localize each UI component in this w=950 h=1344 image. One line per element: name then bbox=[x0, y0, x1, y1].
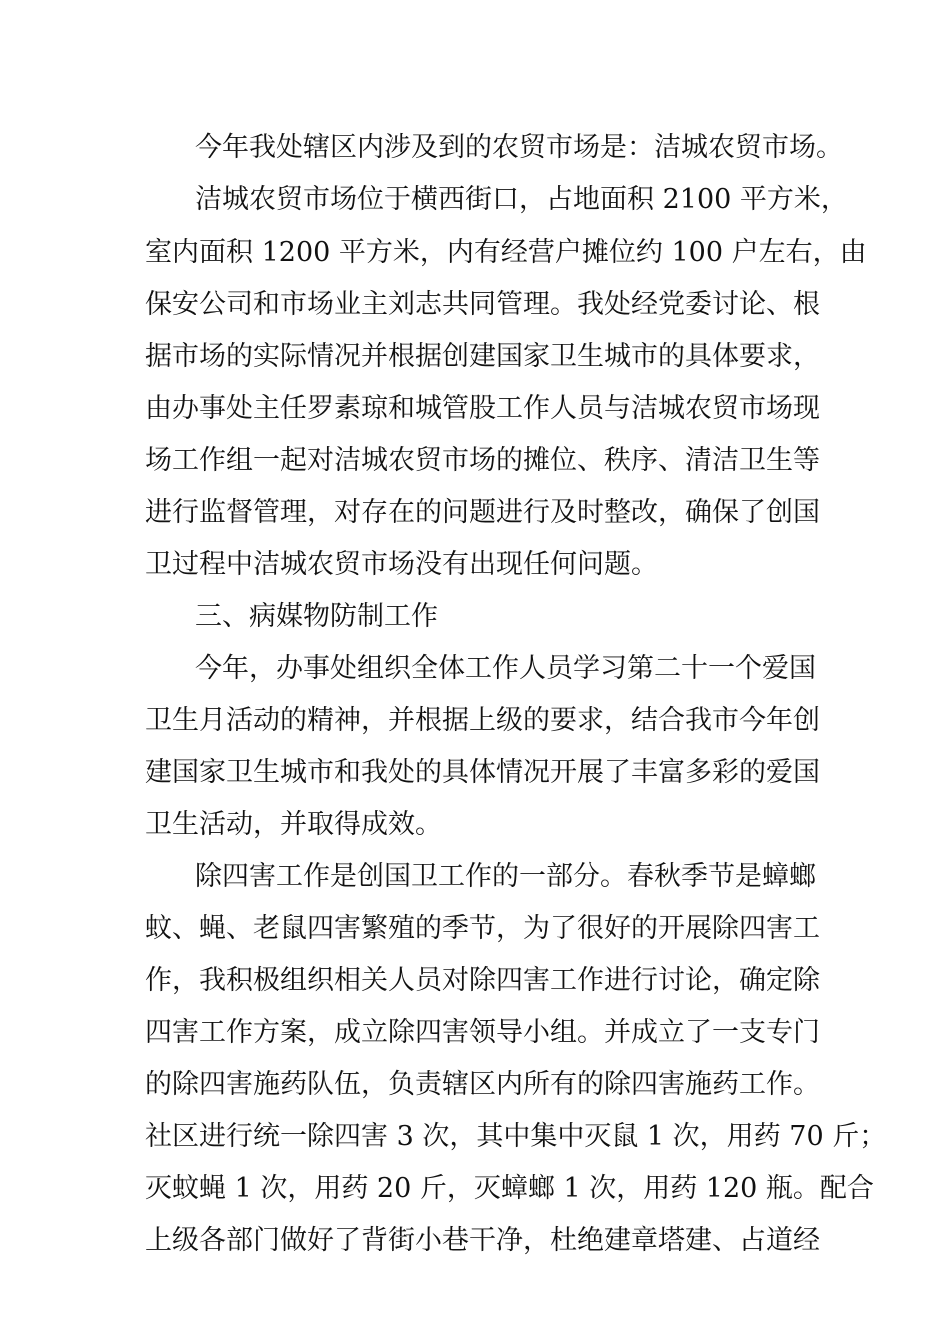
paragraph-line: 上级各部门做好了背街小巷干净，杜绝建章塔建、占道经 bbox=[145, 1225, 820, 1256]
paragraph-line: 除四害工作是创国卫工作的一部分。春秋季节是蟑螂 bbox=[195, 861, 816, 892]
paragraph-line: 建国家卫生城市和我处的具体情况开展了丰富多彩的爱国 bbox=[145, 757, 820, 788]
paragraph-line: 卫生活动，并取得成效。 bbox=[145, 809, 442, 840]
paragraph-line: 作，我积极组织相关人员对除四害工作进行讨论，确定除 bbox=[145, 965, 820, 996]
paragraph-line: 室内面积 1200 平方米，内有经营户摊位约 100 户左右，由 bbox=[145, 237, 867, 268]
paragraph-line: 蚊、蝇、老鼠四害繁殖的季节，为了很好的开展除四害工 bbox=[145, 913, 820, 944]
paragraph-line: 卫过程中洁城农贸市场没有出现任何问题。 bbox=[145, 549, 658, 580]
paragraph-line: 由办事处主任罗素琼和城管股工作人员与洁城农贸市场现 bbox=[145, 393, 820, 424]
paragraph-line: 据市场的实际情况并根据创建国家卫生城市的具体要求， bbox=[145, 341, 820, 372]
paragraph-line: 洁城农贸市场位于横西街口，占地面积 2100 平方米， bbox=[195, 184, 848, 215]
paragraph-line: 保安公司和市场业主刘志共同管理。我处经党委讨论、根 bbox=[145, 289, 820, 320]
paragraph-line: 今年，办事处组织全体工作人员学习第二十一个爱国 bbox=[195, 653, 816, 684]
section-heading: 三、病媒物防制工作 bbox=[195, 601, 438, 632]
paragraph-line: 的除四害施药队伍，负责辖区内所有的除四害施药工作。 bbox=[145, 1069, 820, 1100]
paragraph-line: 今年我处辖区内涉及到的农贸市场是：洁城农贸市场。 bbox=[195, 132, 843, 163]
paragraph-line: 场工作组一起对洁城农贸市场的摊位、秩序、清洁卫生等 bbox=[145, 445, 820, 476]
paragraph-line: 进行监督管理，对存在的问题进行及时整改，确保了创国 bbox=[145, 497, 820, 528]
paragraph-line: 社区进行统一除四害 3 次，其中集中灭鼠 1 次，用药 70 斤； bbox=[145, 1121, 887, 1152]
paragraph-line: 四害工作方案，成立除四害领导小组。并成立了一支专门 bbox=[145, 1017, 820, 1048]
paragraph-line: 灭蚊蝇 1 次，用药 20 斤，灭蟑螂 1 次，用药 120 瓶。配合 bbox=[145, 1173, 874, 1204]
paragraph-line: 卫生月活动的精神，并根据上级的要求，结合我市今年创 bbox=[145, 705, 820, 736]
